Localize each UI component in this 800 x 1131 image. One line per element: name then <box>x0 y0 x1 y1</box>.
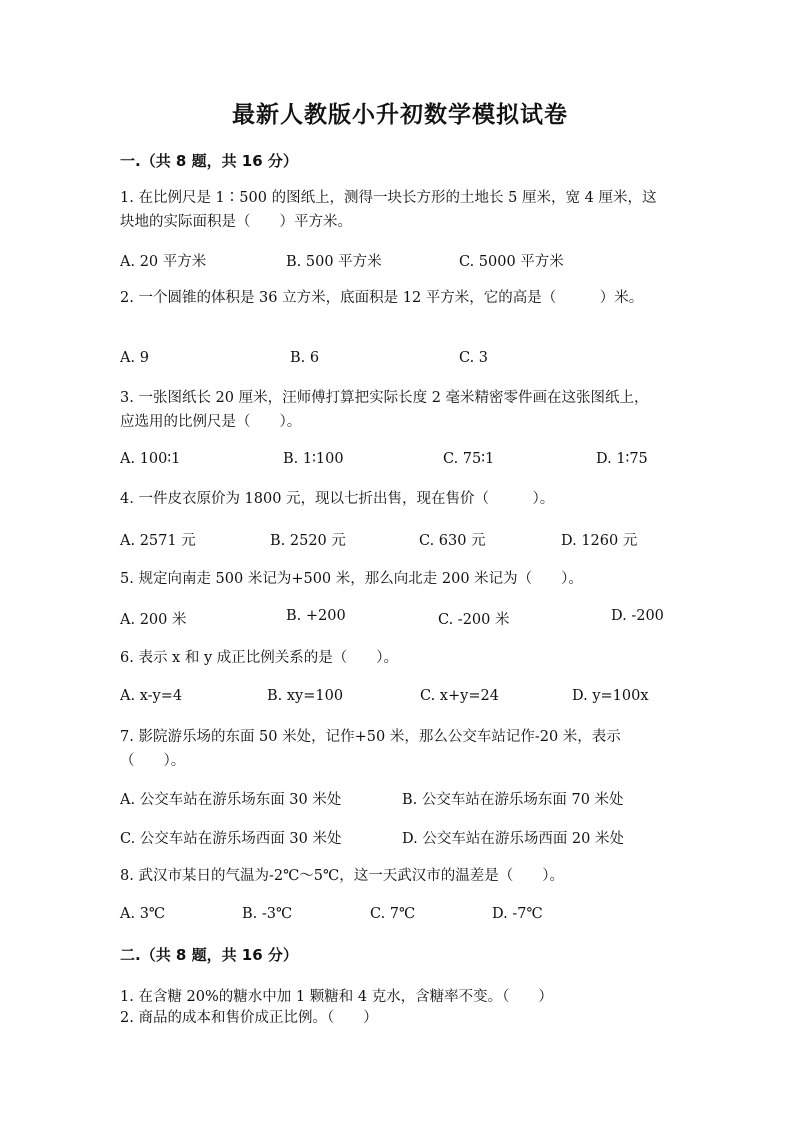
option-b[interactable]: B. -3℃ <box>242 906 293 922</box>
question-7: 7. 影院游乐场的东面 50 米处，记作+50 米，那么公交车站记作-20 米，表示（ ）。 <box>120 729 621 769</box>
section-2-heading: 二.（共 8 题，共 16 分） <box>120 946 298 964</box>
question-2-options <box>0 350 800 370</box>
option-c[interactable]: C. 630 元 <box>419 533 486 549</box>
option-a[interactable]: A. 9 <box>120 350 149 366</box>
option-c[interactable]: C. 75∶1 <box>443 451 495 467</box>
question-7-options-row-1 <box>0 788 800 808</box>
option-d[interactable]: D. y=100x <box>572 688 649 704</box>
question-4: 4. 一件皮衣原价为 1800 元，现以七折出售，现在售价（ ）。 <box>120 491 555 507</box>
option-c[interactable]: C. 3 <box>459 350 489 366</box>
judgement-1: 1. 在含糖 20%的糖水中加 1 颗糖和 4 克水，含糖率不变。（ ） <box>120 989 553 1005</box>
option-a[interactable]: A. 公交车站在游乐场东面 30 米处 <box>120 792 342 808</box>
option-c[interactable]: C. x+y=24 <box>420 688 499 704</box>
judgement-2: 2. 商品的成本和售价成正比例。（ ） <box>120 1010 378 1026</box>
option-a[interactable]: A. 3℃ <box>120 906 166 922</box>
option-b[interactable]: B. 6 <box>290 350 320 366</box>
option-b[interactable]: B. 2520 元 <box>270 533 346 549</box>
option-d[interactable]: D. -7℃ <box>492 906 543 922</box>
question-1: 1. 在比例尺是 1∶500 的图纸上，测得一块长方形的土地长 5 厘米，宽 4 厘米，这块地的实际面积是（ ）平方米。 <box>120 190 657 230</box>
question-4-options <box>0 529 800 549</box>
question-5-options <box>0 608 800 628</box>
option-d[interactable]: D. 1∶75 <box>596 451 648 467</box>
option-a[interactable]: A. 100∶1 <box>120 451 181 467</box>
option-b[interactable]: B. xy=100 <box>267 688 344 704</box>
option-b[interactable]: B. +200 <box>286 608 346 624</box>
option-c[interactable]: C. 公交车站在游乐场西面 30 米处 <box>120 831 342 847</box>
page-title: 最新人教版小升初数学模拟试卷 <box>232 102 568 128</box>
option-b[interactable]: B. 500 平方米 <box>286 254 382 270</box>
section-1-heading: 一.（共 8 题，共 16 分） <box>120 152 298 170</box>
question-6-options <box>0 688 800 708</box>
option-c[interactable]: C. 7℃ <box>370 906 416 922</box>
option-a[interactable]: A. 20 平方米 <box>120 254 207 270</box>
option-a[interactable]: A. x-y=4 <box>120 688 183 704</box>
question-7-options-row-2 <box>0 827 800 847</box>
question-2: 2. 一个圆锥的体积是 36 立方米，底面积是 12 平方米，它的高是（ ）米。 <box>120 290 644 306</box>
question-6: 6. 表示 x 和 y 成正比例关系的是（ ）。 <box>120 650 398 666</box>
option-d[interactable]: D. -200 <box>611 608 664 624</box>
option-b[interactable]: B. 1∶100 <box>283 451 344 467</box>
question-5: 5. 规定向南走 500 米记为+500 米，那么向北走 200 米记为（ ）。 <box>120 571 583 587</box>
option-d[interactable]: D. 公交车站在游乐场西面 20 米处 <box>402 831 624 847</box>
option-c[interactable]: C. -200 米 <box>438 612 510 628</box>
option-a[interactable]: A. 2571 元 <box>120 533 196 549</box>
option-a[interactable]: A. 200 米 <box>120 612 187 628</box>
question-3-options <box>0 451 800 471</box>
question-8: 8. 武汉市某日的气温为-2℃～5℃，这一天武汉市的温差是（ ）。 <box>120 868 564 884</box>
question-8-options <box>0 906 800 926</box>
question-3: 3. 一张图纸长 20 厘米，汪师傅打算把实际长度 2 毫米精密零件画在这张图纸上，应选用的比例尺是（ ）。 <box>120 390 649 430</box>
option-d[interactable]: D. 1260 元 <box>561 533 638 549</box>
option-c[interactable]: C. 5000 平方米 <box>459 254 564 270</box>
option-b[interactable]: B. 公交车站在游乐场东面 70 米处 <box>402 792 624 808</box>
question-1-options <box>0 250 800 270</box>
